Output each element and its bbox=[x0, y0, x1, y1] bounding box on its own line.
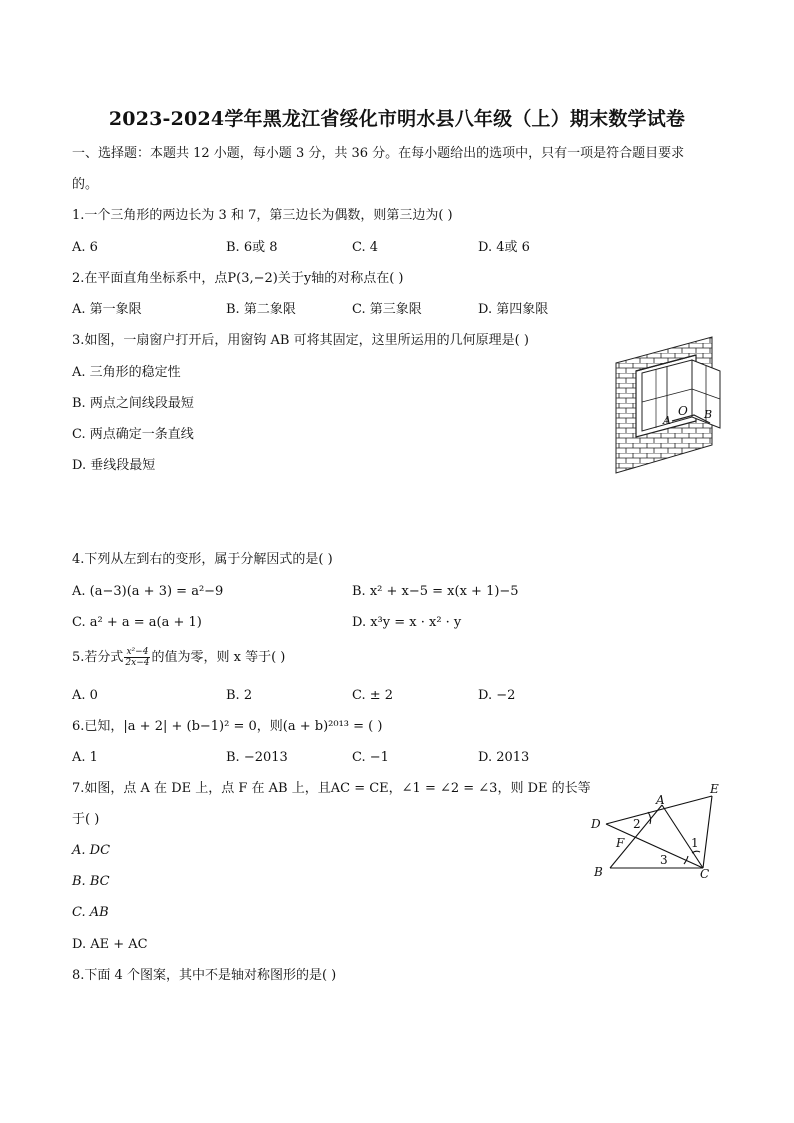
fig7-label-f: F bbox=[616, 836, 625, 850]
page-title: 2023-2024学年黑龙江省绥化市明水县八年级（上）期末数学试卷 bbox=[108, 108, 686, 130]
fig7-angle-1: 1 bbox=[691, 836, 699, 850]
fig7-angle-3: 3 bbox=[660, 853, 668, 867]
fig7-label-e: E bbox=[710, 782, 719, 796]
q6-option-c: C. −1 bbox=[352, 750, 389, 765]
q1-option-a: A. 6 bbox=[72, 240, 98, 255]
fig7-label-a: A bbox=[656, 793, 665, 807]
window-figure bbox=[612, 333, 724, 476]
question-5-stem bbox=[72, 647, 285, 668]
q5-fraction-numerator: x²−4 bbox=[124, 647, 150, 658]
q2-option-a: A. 第一象限 bbox=[72, 302, 142, 317]
triangle-figure bbox=[588, 780, 728, 880]
q3-option-a: A. 三角形的稳定性 bbox=[72, 365, 181, 380]
q7-option-c: C. AB bbox=[72, 905, 109, 920]
fig7-label-b: B bbox=[594, 865, 603, 879]
q5-fraction bbox=[124, 647, 150, 668]
q5-option-b: B. 2 bbox=[226, 688, 253, 703]
fig7-label-d: D bbox=[591, 817, 601, 831]
q5-suffix: 的值为零，则 x 等于( ) bbox=[151, 650, 286, 665]
q2-option-b: B. 第二象限 bbox=[226, 302, 296, 317]
q3-option-c: C. 两点确定一条直线 bbox=[72, 427, 194, 442]
q5-option-d: D. −2 bbox=[478, 688, 516, 703]
q7-option-b: B. BC bbox=[72, 874, 110, 889]
question-4-stem: 4.下列从左到右的变形，属于分解因式的是( ) bbox=[72, 552, 333, 567]
q1-option-c: C. 4 bbox=[352, 240, 379, 255]
question-7-stem-line1: 7.如图，点 A 在 DE 上，点 F 在 AB 上，且AC = CE，∠1 = ∠2 = ∠3，则 DE 的长等 bbox=[72, 781, 591, 796]
q7-option-a: A. DC bbox=[72, 843, 111, 858]
fig3-label-b: B bbox=[704, 408, 713, 421]
q2-option-c: C. 第三象限 bbox=[352, 302, 422, 317]
q5-option-a: A. 0 bbox=[72, 688, 98, 703]
q4-option-b: B. x² + x−5 = x(x + 1)−5 bbox=[352, 584, 519, 599]
q4-option-d: D. x³y = x · x² · y bbox=[352, 615, 462, 630]
q4-option-a: A. (a−3)(a + 3) = a²−9 bbox=[72, 584, 224, 599]
q6-option-a: A. 1 bbox=[72, 750, 98, 765]
question-1-stem: 1.一个三角形的两边长为 3 和 7，第三边长为偶数，则第三边为( ) bbox=[72, 208, 453, 223]
question-3-stem: 3.如图，一扇窗户打开后，用窗钩 AB 可将其固定，这里所运用的几何原理是( ) bbox=[72, 333, 529, 348]
q3-option-d: D. 垂线段最短 bbox=[72, 458, 156, 473]
q6-option-b: B. −2013 bbox=[226, 750, 288, 765]
fig3-label-a: A bbox=[663, 414, 671, 427]
q1-option-b: B. 6或 8 bbox=[226, 240, 278, 255]
q4-option-c: C. a² + a = a(a + 1) bbox=[72, 615, 202, 630]
section-instruction-line2: 的。 bbox=[72, 177, 99, 192]
q5-prefix: 5.若分式 bbox=[72, 650, 124, 665]
question-8-stem: 8.下面 4 个图案，其中不是轴对称图形的是( ) bbox=[72, 968, 337, 983]
question-2-stem: 2.在平面直角坐标系中，点P(3,−2)关于y轴的对称点在( ) bbox=[72, 271, 404, 286]
section-instruction-line1: 一、选择题：本题共 12 小题，每小题 3 分，共 36 分。在每小题给出的选项中，只有一项是符合题目要求 bbox=[72, 146, 685, 161]
question-6-stem: 6.已知，|a + 2| + (b−1)² = 0，则(a + b)²⁰¹³ = ( ) bbox=[72, 719, 383, 734]
fig3-label-o: O bbox=[678, 404, 688, 418]
q1-option-d: D. 4或 6 bbox=[478, 240, 530, 255]
fig7-label-c: C bbox=[700, 867, 710, 880]
q5-fraction-denominator: 2x−4 bbox=[125, 658, 150, 668]
q3-option-b: B. 两点之间线段最短 bbox=[72, 396, 194, 411]
q7-option-d: D. AE + AC bbox=[72, 937, 148, 952]
q5-option-c: C. ± 2 bbox=[352, 688, 394, 703]
q6-option-d: D. 2013 bbox=[478, 750, 530, 765]
question-7-stem-line2: 于( ) bbox=[72, 812, 100, 827]
q2-option-d: D. 第四象限 bbox=[478, 302, 549, 317]
fig7-angle-2: 2 bbox=[633, 817, 641, 831]
